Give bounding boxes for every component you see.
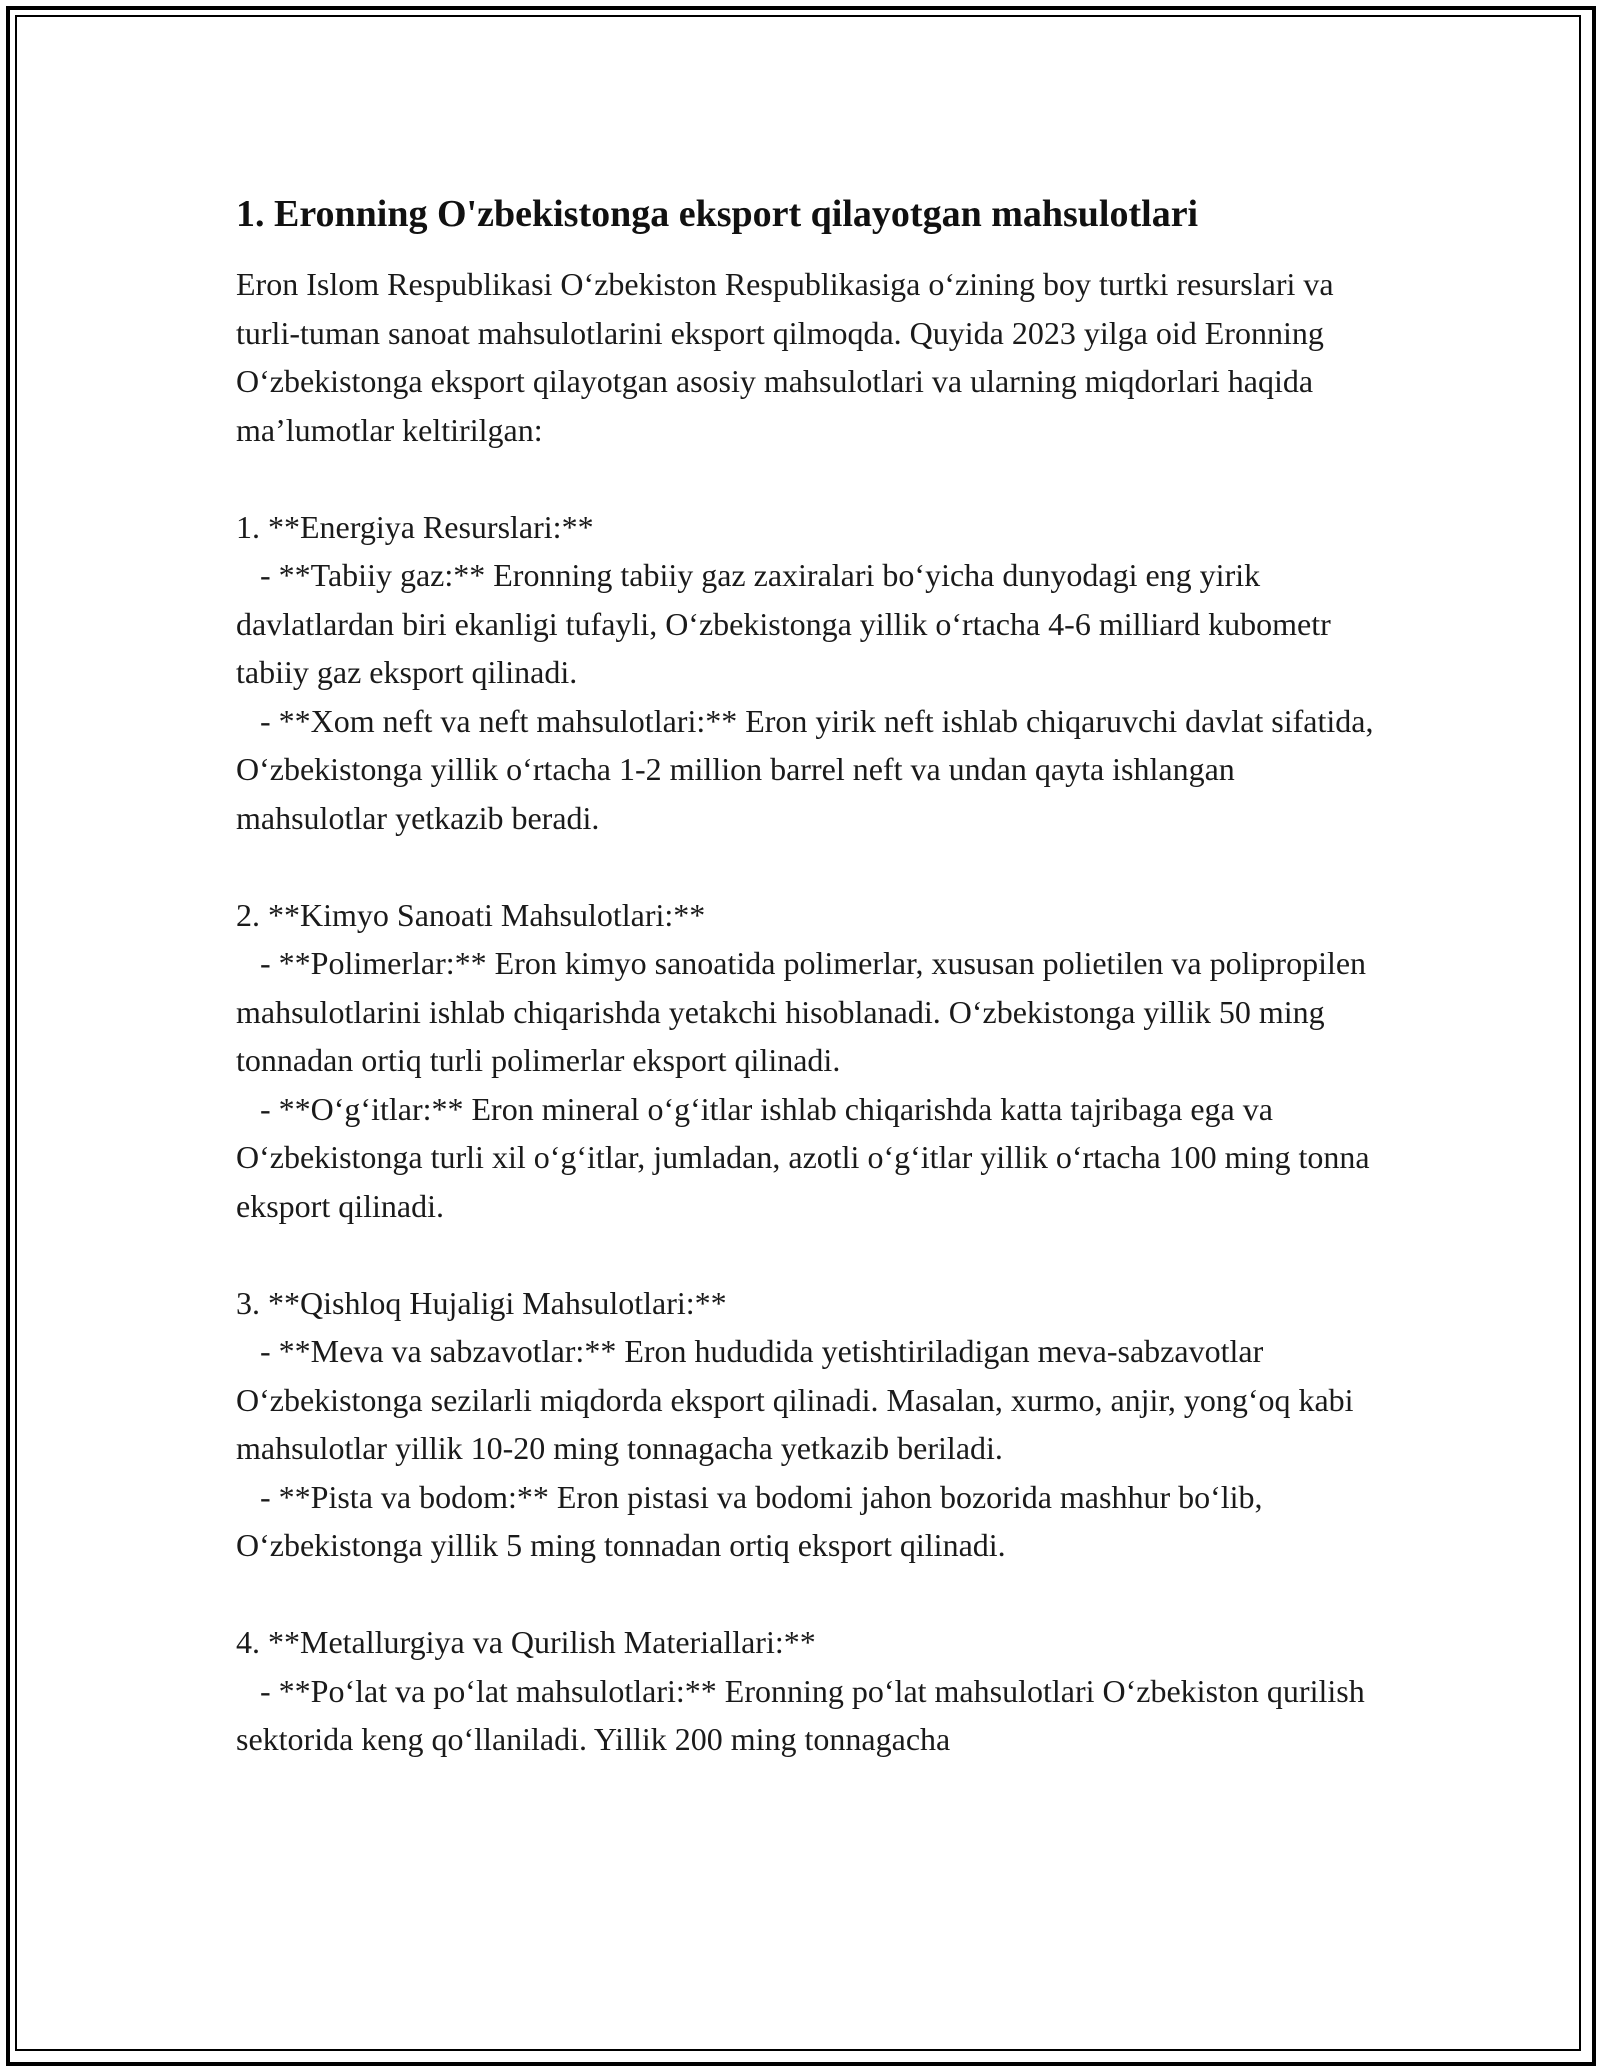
document-page: [236, 182, 1386, 1764]
section-heading: 3. **Qishloq Hujaligi Mahsulotlari:**: [236, 1284, 727, 1321]
list-item: - **O‘g‘itlar:** Eron mineral o‘g‘itlar ishlab chiqarishda katta tajribaga ega va O‘zbekistonga turli xil o‘g‘itlar, jumladan, azotli o‘g‘itlar yillik o‘rtacha 100 ming tonna eksport qilinadi.: [236, 1090, 1378, 1224]
list-item: - **Xom neft va neft mahsulotlari:** Eron yirik neft ishlab chiqaruvchi davlat sifatida, O‘zbekistonga yillik o‘rtacha 1-2 million barrel neft va undan qayta ishlangan mahsulotlar yetkazib beradi.: [236, 702, 1382, 836]
list-item: - **Pista va bodom:** Eron pistasi va bodomi jahon bozorida mashhur bo‘lib, O‘zbekistonga yillik 5 ming tonnadan ortiq eksport qilinadi.: [236, 1478, 1271, 1563]
list-item: - **Meva va sabzavotlar:** Eron hududida yetishtiriladigan meva-sabzavotlar O‘zbekistonga sezilarli miqdorda eksport qilinadi. Masalan, xurmo, anjir, yong‘oq kabi mahsulotlar yillik 10-20 ming tonnagacha yetkazib beriladi.: [236, 1333, 1362, 1466]
list-item: - **Po‘lat va po‘lat mahsulotlari:** Eronning po‘lat mahsulotlari O‘zbekiston qurilish sektorida keng qo‘llaniladi. Yillik 200 ming tonnagacha: [236, 1672, 1373, 1757]
section-heading: 4. **Metallurgiya va Qurilish Materiallari:**: [236, 1624, 816, 1660]
document-title: 1. Eronning O'zbekistonga eksport qilayotgan mahsulotlari: [236, 193, 1199, 235]
list-item: - **Tabiiy gaz:** Eronning tabiiy gaz zaxiralari bo‘yicha dunyodagi eng yirik davlatlardan biri ekanligi tufayli, O‘zbekistonga yillik o‘rtacha 4-6 milliard kubometr tabiiy gaz eksport qilinadi.: [236, 557, 1339, 690]
list-item: - **Polimerlar:** Eron kimyo sanoatida polimerlar, xususan polietilen va polipropilen mahsulotlarini ishlab chiqarishda yetakchi hisoblanadi. O‘zbekistonga yillik 50 ming tonnadan ortiq turli polimerlar eksport qilinadi.: [236, 945, 1375, 1078]
section-chemical: [236, 891, 1386, 1231]
section-energy: [236, 503, 1386, 843]
section-heading: 2. **Kimyo Sanoati Mahsulotlari:**: [236, 896, 706, 933]
section-metallurgy: [236, 1618, 1386, 1764]
section-heading: 1. **Energiya Resurslari:**: [236, 508, 594, 545]
section-agriculture: [236, 1279, 1386, 1570]
intro-paragraph: Eron Islom Respublikasi O‘zbekiston Respublikasiga o‘zining boy turtki resurslari va turli-tuman sanoat mahsulotlarini eksport qilmoqda. Quyida 2023 yilga oid Eronning O‘zbekistonga eksport qilayotgan asosiy mahsulotlari va ularning miqdorlari haqida ma’lumotlar keltirilgan:: [236, 266, 1334, 448]
